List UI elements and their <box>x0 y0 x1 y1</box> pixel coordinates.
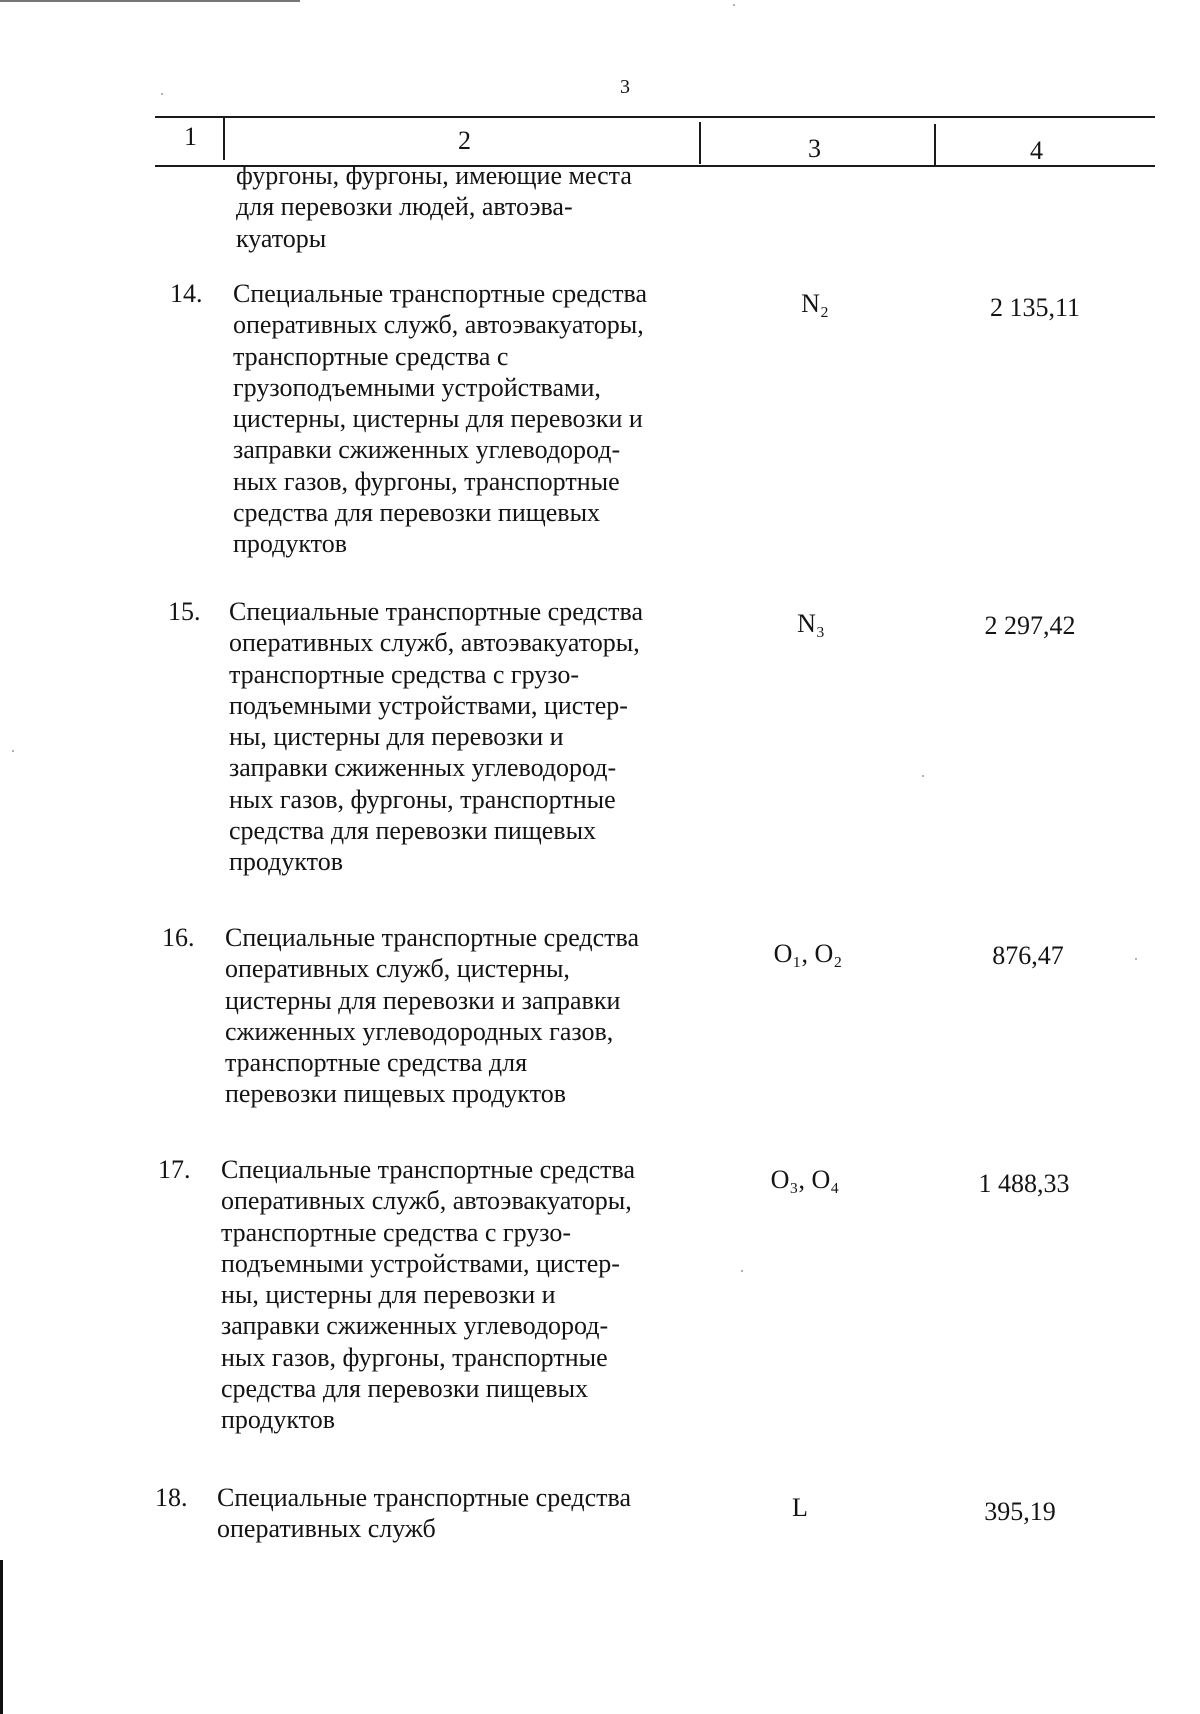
header-col-3: 3 <box>808 134 821 163</box>
row-description: Специальные транспортные средства оперативных служб, автоэвакуаторы, транспортные средства с грузо- подъемными устройствами, цистер- ны, цистерны для перевозки и заправки сжиженных углеводород- ных газов, фургоны, транспортные средства для перевозки пищевых продуктов <box>229 597 644 877</box>
page-number: 3 <box>620 76 630 98</box>
header-col-2: 2 <box>458 126 471 155</box>
row-number: 15. <box>168 597 201 626</box>
row-category: L <box>792 1493 808 1522</box>
row-description: Специальные транспортные средства оперативных служб, автоэвакуаторы, транспортные средства с грузо- подъемными устройствами, цистер- ны, цистерны для перевозки и заправки сжиженных углеводород- ных газов, фургоны, транспортные средства для перевозки пищевых продуктов <box>221 1155 636 1435</box>
row-value: 1 488,33 <box>978 1169 1070 1198</box>
scan-speck <box>161 93 163 95</box>
row-description: Специальные транспортные средства оперативных служб, автоэвакуаторы, транспортные средства с грузоподъемными устройствами, цистерны, цистерны для перевозки и заправки сжиженных углеводород- ных газов, фургоны, транспортные средства для перевозки пищевых продуктов <box>233 279 648 559</box>
row-category: O₁, O₂ <box>773 939 843 968</box>
header-divider-3 <box>934 124 936 166</box>
row-number: 14. <box>170 279 203 308</box>
header-divider-1 <box>223 118 225 160</box>
row-category: N₂ <box>801 289 829 318</box>
row-category: N₃ <box>797 609 825 638</box>
row-description: Специальные транспортные средства оперативных служб <box>217 1483 632 1544</box>
row-value: 2 135,11 <box>989 293 1081 322</box>
row-number: 18. <box>155 1483 188 1512</box>
header-divider-2 <box>699 122 701 164</box>
header-col-1: 1 <box>184 122 197 151</box>
row-value: 2 297,42 <box>984 611 1076 640</box>
table-header <box>0 0 1200 170</box>
scan-speck <box>733 4 735 6</box>
scan-speck <box>741 1270 743 1272</box>
header-top-border <box>155 116 1155 118</box>
row-description: Специальные транспортные средства оперативных служб, цистерны, цистерны для перевозки и заправки сжиженных углеводородных газов, транспортные средства для перевозки пищевых продуктов <box>225 923 640 1109</box>
scan-speck <box>922 775 924 777</box>
row-number: 17. <box>158 1155 191 1184</box>
row-value: 395,19 <box>984 1497 1056 1526</box>
row-value: 876,47 <box>992 941 1064 970</box>
row-category: O₃, O₄ <box>770 1165 840 1194</box>
scan-speck <box>12 750 14 752</box>
scan-speck <box>1135 958 1137 960</box>
header-col-4: 4 <box>1030 136 1043 165</box>
row-number: 16. <box>162 923 195 952</box>
scan-edge-bar <box>0 1560 3 1714</box>
continuation-text: фургоны, фургоны, имеющие места для перевозки людей, автоэва- куаторы <box>236 161 632 253</box>
